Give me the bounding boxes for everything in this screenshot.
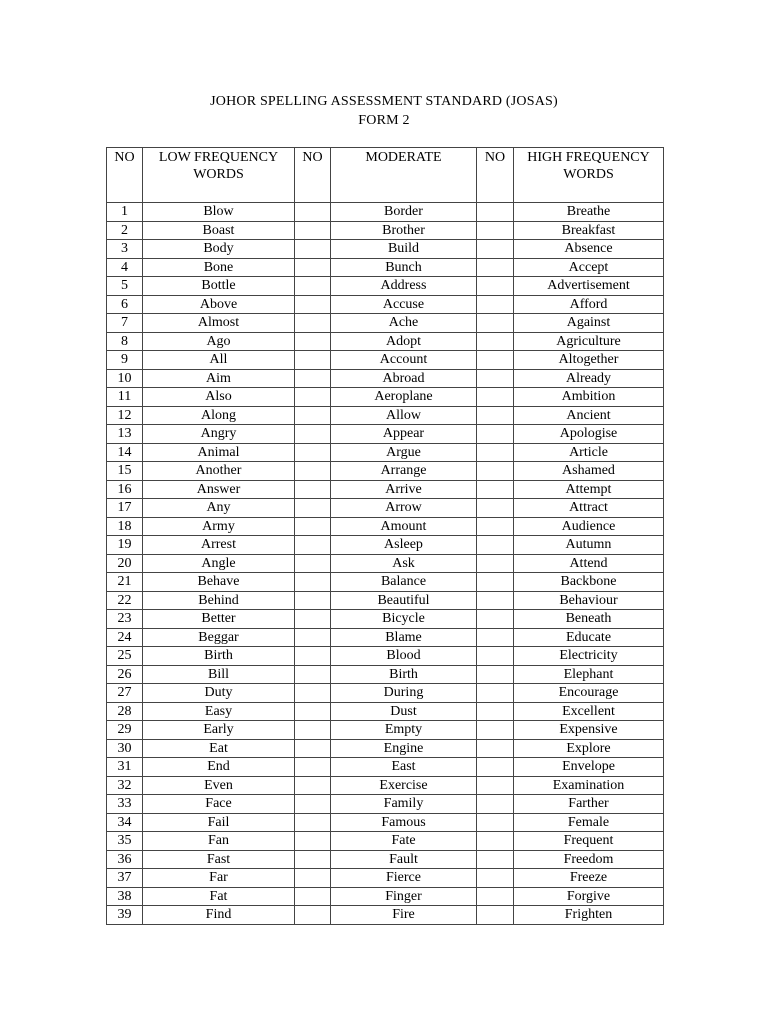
moderate-number [295, 610, 331, 629]
moderate-word: Ask [331, 554, 477, 573]
high-frequency-word: Frighten [514, 906, 664, 925]
header-high-frequency: HIGH FREQUENCY WORDS [514, 148, 664, 203]
moderate-number [295, 739, 331, 758]
low-frequency-word: Another [143, 462, 295, 481]
row-number: 31 [107, 758, 143, 777]
table-row [107, 647, 664, 666]
moderate-word: Aeroplane [331, 388, 477, 407]
row-number: 4 [107, 258, 143, 277]
moderate-number [295, 758, 331, 777]
high-number [477, 776, 514, 795]
low-frequency-word: Bill [143, 665, 295, 684]
table-row [107, 721, 664, 740]
table-row [107, 665, 664, 684]
document-title: JOHOR SPELLING ASSESSMENT STANDARD (JOSAS) [210, 94, 558, 109]
moderate-word: Empty [331, 721, 477, 740]
high-frequency-word: Forgive [514, 887, 664, 906]
row-number: 36 [107, 850, 143, 869]
high-number [477, 665, 514, 684]
row-number: 9 [107, 351, 143, 370]
high-frequency-word: Freeze [514, 869, 664, 888]
table-row [107, 258, 664, 277]
high-number [477, 795, 514, 814]
high-number [477, 554, 514, 573]
high-frequency-word: Explore [514, 739, 664, 758]
moderate-number [295, 887, 331, 906]
row-number: 28 [107, 702, 143, 721]
high-frequency-word: Attend [514, 554, 664, 573]
high-number [477, 758, 514, 777]
low-frequency-word: Angle [143, 554, 295, 573]
moderate-word: Adopt [331, 332, 477, 351]
high-frequency-word: Excellent [514, 702, 664, 721]
row-number: 3 [107, 240, 143, 259]
row-number: 24 [107, 628, 143, 647]
table-row [107, 869, 664, 888]
table-row [107, 628, 664, 647]
high-frequency-word: Farther [514, 795, 664, 814]
table-row [107, 684, 664, 703]
high-number [477, 295, 514, 314]
moderate-number [295, 517, 331, 536]
high-frequency-word: Electricity [514, 647, 664, 666]
row-number: 25 [107, 647, 143, 666]
table-row [107, 610, 664, 629]
high-number [477, 406, 514, 425]
moderate-number [295, 480, 331, 499]
header-moderate: MODERATE [331, 148, 477, 203]
high-frequency-word: Breathe [514, 203, 664, 222]
row-number: 20 [107, 554, 143, 573]
moderate-word: Address [331, 277, 477, 296]
moderate-word: Brother [331, 221, 477, 240]
header-no-1: NO [107, 148, 143, 203]
moderate-word: Bicycle [331, 610, 477, 629]
high-number [477, 647, 514, 666]
moderate-number [295, 203, 331, 222]
row-number: 6 [107, 295, 143, 314]
low-frequency-word: Better [143, 610, 295, 629]
moderate-number [295, 684, 331, 703]
moderate-number [295, 388, 331, 407]
high-number [477, 906, 514, 925]
high-frequency-word: Examination [514, 776, 664, 795]
moderate-number [295, 443, 331, 462]
high-frequency-word: Attempt [514, 480, 664, 499]
low-frequency-word: Bottle [143, 277, 295, 296]
table-header-row [107, 148, 664, 203]
table-row [107, 887, 664, 906]
moderate-number [295, 406, 331, 425]
high-frequency-word: Absence [514, 240, 664, 259]
low-frequency-word: Animal [143, 443, 295, 462]
low-frequency-word: Far [143, 869, 295, 888]
moderate-number [295, 332, 331, 351]
high-frequency-word: Breakfast [514, 221, 664, 240]
moderate-number [295, 795, 331, 814]
high-number [477, 628, 514, 647]
row-number: 22 [107, 591, 143, 610]
low-frequency-word: Army [143, 517, 295, 536]
low-frequency-word: Boast [143, 221, 295, 240]
high-number [477, 869, 514, 888]
moderate-word: Amount [331, 517, 477, 536]
row-number: 19 [107, 536, 143, 555]
high-number [477, 850, 514, 869]
table-row [107, 850, 664, 869]
high-number [477, 314, 514, 333]
table-row [107, 443, 664, 462]
low-frequency-word: Face [143, 795, 295, 814]
moderate-number [295, 869, 331, 888]
high-number [477, 536, 514, 555]
header-no-3: NO [477, 148, 514, 203]
table-row [107, 758, 664, 777]
high-number [477, 610, 514, 629]
high-frequency-word: Ancient [514, 406, 664, 425]
row-number: 2 [107, 221, 143, 240]
low-frequency-word: Fast [143, 850, 295, 869]
table-row [107, 462, 664, 481]
high-number [477, 480, 514, 499]
row-number: 14 [107, 443, 143, 462]
moderate-number [295, 425, 331, 444]
low-frequency-word: Behave [143, 573, 295, 592]
high-number [477, 277, 514, 296]
spelling-word-table [106, 147, 664, 925]
moderate-number [295, 832, 331, 851]
moderate-word: Arrow [331, 499, 477, 518]
row-number: 13 [107, 425, 143, 444]
moderate-number [295, 536, 331, 555]
table-row [107, 314, 664, 333]
low-frequency-word: Duty [143, 684, 295, 703]
moderate-word: Beautiful [331, 591, 477, 610]
table-row [107, 406, 664, 425]
high-number [477, 221, 514, 240]
row-number: 18 [107, 517, 143, 536]
row-number: 27 [107, 684, 143, 703]
moderate-word: Account [331, 351, 477, 370]
table-row [107, 591, 664, 610]
row-number: 1 [107, 203, 143, 222]
table-row [107, 388, 664, 407]
row-number: 21 [107, 573, 143, 592]
moderate-word: Asleep [331, 536, 477, 555]
moderate-word: Build [331, 240, 477, 259]
high-frequency-word: Envelope [514, 758, 664, 777]
row-number: 11 [107, 388, 143, 407]
low-frequency-word: Fan [143, 832, 295, 851]
moderate-word: East [331, 758, 477, 777]
high-frequency-word: Against [514, 314, 664, 333]
low-frequency-word: Aim [143, 369, 295, 388]
moderate-number [295, 665, 331, 684]
table-row [107, 573, 664, 592]
high-frequency-word: Agriculture [514, 332, 664, 351]
moderate-word: Blood [331, 647, 477, 666]
high-frequency-word: Article [514, 443, 664, 462]
table-row [107, 832, 664, 851]
moderate-word: Allow [331, 406, 477, 425]
moderate-word: Fault [331, 850, 477, 869]
high-frequency-word: Audience [514, 517, 664, 536]
high-frequency-word: Frequent [514, 832, 664, 851]
high-frequency-word: Educate [514, 628, 664, 647]
low-frequency-word: Above [143, 295, 295, 314]
high-frequency-word: Encourage [514, 684, 664, 703]
moderate-number [295, 813, 331, 832]
row-number: 23 [107, 610, 143, 629]
high-number [477, 425, 514, 444]
table-row [107, 776, 664, 795]
high-number [477, 517, 514, 536]
moderate-word: Argue [331, 443, 477, 462]
low-frequency-word: Also [143, 388, 295, 407]
table-row [107, 351, 664, 370]
row-number: 12 [107, 406, 143, 425]
table-row [107, 906, 664, 925]
high-number [477, 462, 514, 481]
low-frequency-word: Find [143, 906, 295, 925]
high-frequency-word: Altogether [514, 351, 664, 370]
low-frequency-word: Body [143, 240, 295, 259]
low-frequency-word: Fat [143, 887, 295, 906]
low-frequency-word: Ago [143, 332, 295, 351]
high-number [477, 203, 514, 222]
high-frequency-word: Autumn [514, 536, 664, 555]
low-frequency-word: Fail [143, 813, 295, 832]
high-number [477, 739, 514, 758]
high-frequency-word: Accept [514, 258, 664, 277]
table-row [107, 554, 664, 573]
row-number: 39 [107, 906, 143, 925]
high-frequency-word: Ambition [514, 388, 664, 407]
high-number [477, 332, 514, 351]
moderate-word: Bunch [331, 258, 477, 277]
moderate-number [295, 647, 331, 666]
moderate-number [295, 499, 331, 518]
moderate-word: Fire [331, 906, 477, 925]
high-frequency-word: Female [514, 813, 664, 832]
table-row [107, 536, 664, 555]
table-row [107, 240, 664, 259]
row-number: 32 [107, 776, 143, 795]
moderate-number [295, 240, 331, 259]
high-number [477, 258, 514, 277]
moderate-number [295, 277, 331, 296]
low-frequency-word: Along [143, 406, 295, 425]
table-row [107, 813, 664, 832]
moderate-word: Appear [331, 425, 477, 444]
high-frequency-word: Freedom [514, 850, 664, 869]
low-frequency-word: Even [143, 776, 295, 795]
moderate-number [295, 591, 331, 610]
table-row [107, 332, 664, 351]
moderate-number [295, 628, 331, 647]
high-number [477, 388, 514, 407]
high-number [477, 813, 514, 832]
high-number [477, 499, 514, 518]
moderate-word: Dust [331, 702, 477, 721]
table-row [107, 277, 664, 296]
row-number: 38 [107, 887, 143, 906]
header-no-2: NO [295, 148, 331, 203]
high-number [477, 887, 514, 906]
moderate-word: Abroad [331, 369, 477, 388]
table-row [107, 203, 664, 222]
moderate-number [295, 295, 331, 314]
high-frequency-word: Ashamed [514, 462, 664, 481]
table-row [107, 221, 664, 240]
moderate-number [295, 369, 331, 388]
row-number: 35 [107, 832, 143, 851]
moderate-word: Accuse [331, 295, 477, 314]
row-number: 26 [107, 665, 143, 684]
moderate-word: Birth [331, 665, 477, 684]
moderate-number [295, 721, 331, 740]
high-frequency-word: Advertisement [514, 277, 664, 296]
row-number: 5 [107, 277, 143, 296]
low-frequency-word: End [143, 758, 295, 777]
low-frequency-word: Arrest [143, 536, 295, 555]
high-number [477, 351, 514, 370]
moderate-word: Exercise [331, 776, 477, 795]
moderate-word: Fate [331, 832, 477, 851]
row-number: 8 [107, 332, 143, 351]
high-frequency-word: Attract [514, 499, 664, 518]
row-number: 33 [107, 795, 143, 814]
high-frequency-word: Elephant [514, 665, 664, 684]
table-row [107, 369, 664, 388]
table-row [107, 295, 664, 314]
high-number [477, 702, 514, 721]
moderate-word: Fierce [331, 869, 477, 888]
moderate-word: During [331, 684, 477, 703]
low-frequency-word: Blow [143, 203, 295, 222]
high-number [477, 369, 514, 388]
table-row [107, 795, 664, 814]
moderate-number [295, 314, 331, 333]
table-row [107, 499, 664, 518]
low-frequency-word: Early [143, 721, 295, 740]
high-frequency-word: Backbone [514, 573, 664, 592]
moderate-number [295, 702, 331, 721]
moderate-word: Arrive [331, 480, 477, 499]
low-frequency-word: Eat [143, 739, 295, 758]
moderate-word: Blame [331, 628, 477, 647]
low-frequency-word: Angry [143, 425, 295, 444]
low-frequency-word: All [143, 351, 295, 370]
moderate-number [295, 554, 331, 573]
high-frequency-word: Already [514, 369, 664, 388]
moderate-number [295, 351, 331, 370]
moderate-word: Balance [331, 573, 477, 592]
high-number [477, 684, 514, 703]
low-frequency-word: Behind [143, 591, 295, 610]
moderate-number [295, 850, 331, 869]
low-frequency-word: Any [143, 499, 295, 518]
row-number: 10 [107, 369, 143, 388]
high-number [477, 591, 514, 610]
table-row [107, 739, 664, 758]
table-row [107, 480, 664, 499]
high-frequency-word: Beneath [514, 610, 664, 629]
high-number [477, 573, 514, 592]
moderate-word: Famous [331, 813, 477, 832]
header-low-frequency: LOW FREQUENCY WORDS [143, 148, 295, 203]
high-number [477, 240, 514, 259]
moderate-number [295, 776, 331, 795]
moderate-number [295, 221, 331, 240]
low-frequency-word: Beggar [143, 628, 295, 647]
moderate-word: Finger [331, 887, 477, 906]
low-frequency-word: Bone [143, 258, 295, 277]
low-frequency-word: Easy [143, 702, 295, 721]
moderate-word: Arrange [331, 462, 477, 481]
row-number: 17 [107, 499, 143, 518]
row-number: 37 [107, 869, 143, 888]
moderate-number [295, 462, 331, 481]
document-subtitle: FORM 2 [358, 113, 410, 128]
row-number: 7 [107, 314, 143, 333]
row-number: 30 [107, 739, 143, 758]
moderate-number [295, 906, 331, 925]
moderate-word: Ache [331, 314, 477, 333]
high-frequency-word: Expensive [514, 721, 664, 740]
high-number [477, 832, 514, 851]
row-number: 16 [107, 480, 143, 499]
table-row [107, 517, 664, 536]
moderate-word: Engine [331, 739, 477, 758]
table-row [107, 702, 664, 721]
high-frequency-word: Apologise [514, 425, 664, 444]
low-frequency-word: Birth [143, 647, 295, 666]
low-frequency-word: Almost [143, 314, 295, 333]
table-row [107, 425, 664, 444]
moderate-word: Border [331, 203, 477, 222]
moderate-word: Family [331, 795, 477, 814]
high-frequency-word: Afford [514, 295, 664, 314]
high-frequency-word: Behaviour [514, 591, 664, 610]
low-frequency-word: Answer [143, 480, 295, 499]
moderate-number [295, 258, 331, 277]
high-number [477, 443, 514, 462]
moderate-number [295, 573, 331, 592]
row-number: 15 [107, 462, 143, 481]
row-number: 29 [107, 721, 143, 740]
row-number: 34 [107, 813, 143, 832]
high-number [477, 721, 514, 740]
